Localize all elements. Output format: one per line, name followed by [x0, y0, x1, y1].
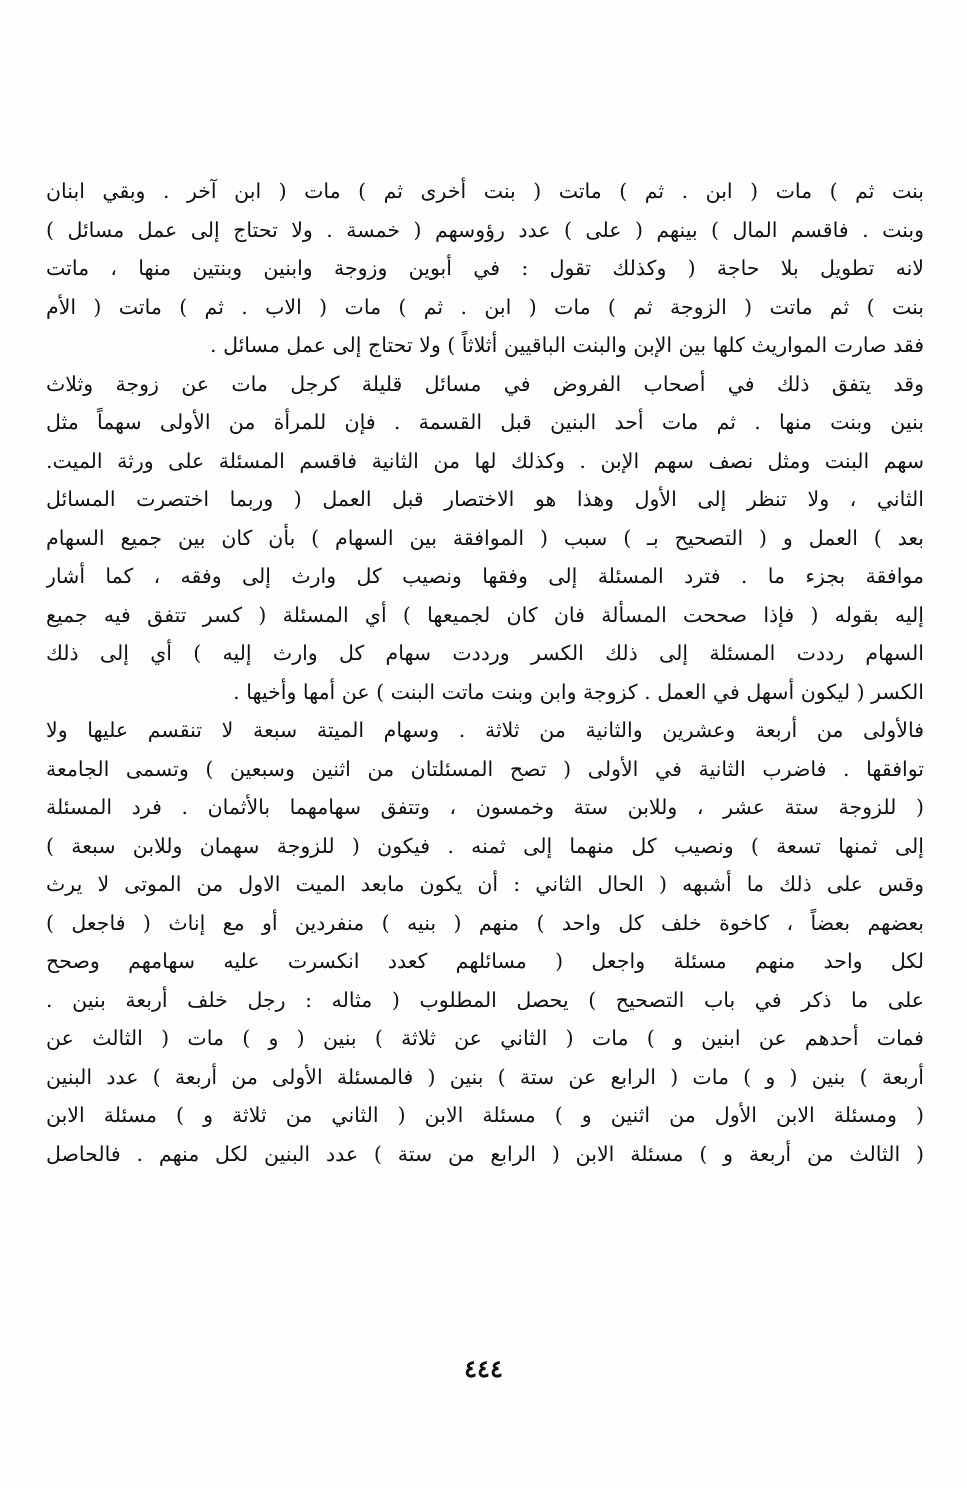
text-line-8: سهم البنت ومثل نصف سهم الإبن . وكذلك لها من الثانية فاقسم المسئلة على ورثة الميت. [46, 448, 924, 473]
text-line-16: توافقها . فاضرب الثانية في الأولى ( تصح المسئلتان من اثنين وسبعين ) وتسمى الجامعة [46, 756, 924, 781]
text-line-15: فالأولى من أربعة وعشرين والثانية من ثلاثة . وسهام الميتة سبعة لا تنقسم عليها ولا [46, 718, 924, 742]
text-line-4: بنت ) ثم ماتت ( الزوجة ثم ) مات ( ابن . ثم ) مات ( الاب . ثم ) ماتت ( الأم [46, 294, 924, 319]
main-text-block [46, 172, 924, 1173]
text-line-2: وبنت . فاقسم المال ) بينهم ( على ) عدد رؤوسهم ( خمسة . ولا تحتاج إلى عمل مسائل ) [46, 217, 924, 242]
text-line-23: فمات أحدهم عن ابنين و ) مات ( الثاني عن ثلاثة ) بنين ( و ) مات ( الثالث عن [46, 1026, 924, 1050]
text-line-13: السهام رددت المسئلة إلى ذلك الكسر ورددت سهام كل وارث إليه ) أي إلى ذلك [46, 641, 924, 665]
text-line-25: ( ومسئلة الابن الأول من اثنين و ) مسئلة الابن ( الثاني من ثلاثة و ) مسئلة الابن [46, 1103, 924, 1127]
text-line-18: إلى ثمنها تسعة ) ونصيب كل منهما إلى ثمنه . فيكون ( للزوجة سهمان وللابن سبعة ) [46, 833, 924, 858]
text-line-6: وقد يتفق ذلك في أصحاب الفروض في مسائل قليلة كرجل مات عن زوجة وثلاث [46, 371, 924, 396]
text-line-9: الثاني ، ولا تنظر إلى الأول وهذا هو الاختصار قبل العمل ( وربما اختصرت المسائل [46, 487, 924, 511]
text-line-21: لكل واحد منهم مسئلة واجعل ( مسائلهم كعدد انكسرت عليه سهامهم وصحح [46, 949, 924, 973]
text-line-10: بعد ) العمل و ( التصحيح بـ ) سبب ( الموافقة بين السهام ) بأن كان بين جميع السهام [46, 525, 924, 550]
text-line-17: ( للزوجة ستة عشر ، وللابن ستة وخمسون ، وتتفق سهامهما بالأثمان . فرد المسئلة [46, 795, 924, 819]
text-line-20: بعضهم بعضاً ، كاخوة خلف كل واحد ) منهم ( بنيه ) منفردين أو مع إناث ( فاجعل ) [46, 910, 924, 935]
text-line-26: ( الثالث من أربعة و ) مسئلة الابن ( الرابع من ستة ) عدد البنين لكل منهم . فالحاصل [46, 1141, 924, 1166]
text-line-19: وقس على ذلك ما أشبهه ( الحال الثاني : أن يكون مابعد الميت الاول من الموتى لا يرث [46, 872, 924, 896]
text-line-22: على ما ذكر في باب التصحيح ) يحصل المطلوب ( مثاله : رجل خلف أربعة بنين . [46, 987, 924, 1012]
text-line-24: أربعة ) بنين ( و ) مات ( الرابع عن ستة ) بنين ( فالمسئلة الأولى من أربعة ) عدد البنين [46, 1064, 924, 1089]
text-line-1: بنت ثم ) مات ( ابن . ثم ) ماتت ( بنت أخرى ثم ) مات ( ابن آخر . وبقي ابنان [46, 179, 924, 203]
text-line-3: لانه تطويل بلا حاجة ( وكذلك تقول : في أبوين وزوجة وابنين وبنتين منها ، ماتت [46, 256, 924, 280]
text-line-12: إليه بقوله ( فإذا صححت المسألة فان كان لجميعها ) أي المسئلة ( كسر تتفق فيه جميع [46, 602, 924, 627]
text-line-5: فقد صارت المواريث كلها بين الإبن والبنت الباقيين أثلاثاً ) ولا تحتاج إلى عمل مسائل . [210, 333, 924, 357]
text-line-14: الكسر ( ليكون أسهل في العمل . كزوجة وابن وبنت ماتت البنت ) عن أمها وأخيها . [233, 679, 924, 704]
text-line-11: موافقة بجزء ما . فترد المسئلة إلى وفقها ونصيب كل وارث إلى وفقه ، كما أشار [46, 564, 924, 588]
text-line-7: بنين وبنت منها . ثم مات أحد البنين قبل القسمة . فإن للمرأة من الأولى سهماً مثل [46, 410, 924, 434]
page-number: ٤٤٤ [464, 1354, 503, 1383]
